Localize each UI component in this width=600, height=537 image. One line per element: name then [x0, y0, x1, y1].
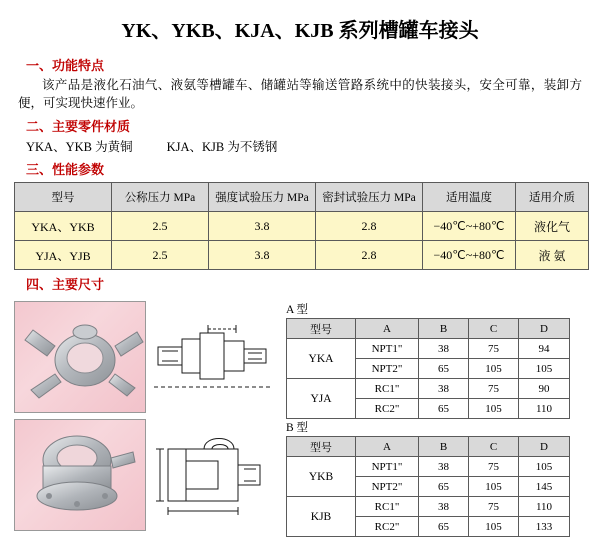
- dim-b-cell-d: 133: [519, 517, 570, 537]
- dim-b-header-d: D: [519, 437, 570, 457]
- dim-a-header-d: D: [519, 319, 570, 339]
- spec-header-seal-test: 密封试验压力 MPa: [316, 183, 423, 212]
- spec-cell-temperature: −40℃~+80℃: [423, 241, 516, 270]
- section-heading-materials: 二、主要零件材质: [26, 119, 131, 135]
- figure-row-a: [14, 301, 586, 415]
- table-row: [15, 241, 589, 270]
- dim-b-model-kjb: KJB: [287, 497, 356, 537]
- dim-a-cell-c: 105: [469, 359, 519, 379]
- dim-b-cell-b: 65: [419, 477, 469, 497]
- spec-cell-medium: 液 氨: [516, 241, 589, 270]
- dim-a-cell-b: 38: [419, 379, 469, 399]
- table-header-row: [287, 319, 570, 339]
- dim-b-cell-a: RC1": [356, 497, 419, 517]
- spec-header-temperature: 适用温度: [423, 183, 516, 212]
- dim-b-cell-b: 38: [419, 497, 469, 517]
- dim-b-cell-b: 65: [419, 517, 469, 537]
- dim-a-cell-a: NPT2": [356, 359, 419, 379]
- dim-a-model-yja: YJA: [287, 379, 356, 419]
- dim-b-header-b: B: [419, 437, 469, 457]
- dim-a-cell-d: 105: [519, 359, 570, 379]
- spec-cell-strength-test: 3.8: [209, 212, 316, 241]
- dim-a-cell-d: 90: [519, 379, 570, 399]
- coupling-drawing-b: [148, 419, 276, 529]
- dim-a-header-a: A: [356, 319, 419, 339]
- material-stainless: KJA、KJB 为不锈钢: [166, 140, 278, 155]
- dim-b-cell-c: 75: [469, 457, 519, 477]
- dim-a-model-yka: YKA: [287, 339, 356, 379]
- table-row: [287, 497, 570, 517]
- dim-a-cell-b: 65: [419, 399, 469, 419]
- spec-cell-model: YJA、YJB: [15, 241, 112, 270]
- material-brass: YKA、YKB 为黄铜: [26, 140, 133, 155]
- table-row: [15, 212, 589, 241]
- spec-cell-strength-test: 3.8: [209, 241, 316, 270]
- dim-b-cell-d: 105: [519, 457, 570, 477]
- dim-b-cell-c: 75: [469, 497, 519, 517]
- spec-cell-nominal-pressure: 2.5: [112, 241, 209, 270]
- dim-b-cell-a: NPT2": [356, 477, 419, 497]
- dimension-table-a: [286, 318, 570, 419]
- dim-b-cell-c: 105: [469, 477, 519, 497]
- dim-b-header-a: A: [356, 437, 419, 457]
- features-paragraph: 该产品是液化石油气、液氨等槽罐车、储罐站等输送管路系统中的快装接头，安全可靠，装卸方便，可实现快速作业。: [18, 78, 582, 111]
- dim-b-cell-b: 38: [419, 457, 469, 477]
- coupling-photo-a: [14, 301, 146, 413]
- drawing-b-graphic: [148, 419, 276, 529]
- spec-header-medium: 适用介质: [516, 183, 589, 212]
- table-row: [287, 339, 570, 359]
- dim-a-cell-a: RC1": [356, 379, 419, 399]
- dim-b-header-c: C: [469, 437, 519, 457]
- spec-header-strength-test: 强度试验压力 MPa: [209, 183, 316, 212]
- table-header-row: [287, 437, 570, 457]
- table-header-row: [15, 183, 589, 212]
- spec-cell-model: YKA、YKB: [15, 212, 112, 241]
- dim-a-cell-a: RC2": [356, 399, 419, 419]
- table-row: [287, 457, 570, 477]
- dim-a-cell-c: 105: [469, 399, 519, 419]
- figure-label-b: B 型: [286, 422, 309, 435]
- dim-a-cell-c: 75: [469, 379, 519, 399]
- dim-b-cell-c: 105: [469, 517, 519, 537]
- figure-row-b: [14, 419, 586, 533]
- figures-section: [14, 301, 586, 533]
- dim-a-cell-b: 65: [419, 359, 469, 379]
- spec-cell-seal-test: 2.8: [316, 212, 423, 241]
- spec-cell-seal-test: 2.8: [316, 241, 423, 270]
- spec-cell-medium: 液化气: [516, 212, 589, 241]
- dim-b-header-model: 型号: [287, 437, 356, 457]
- spec-header-model: 型号: [15, 183, 112, 212]
- dim-a-cell-d: 94: [519, 339, 570, 359]
- page-title: YK、YKB、KJA、KJB 系列槽罐车接头: [121, 20, 479, 42]
- dim-a-cell-c: 75: [469, 339, 519, 359]
- dim-b-cell-a: RC2": [356, 517, 419, 537]
- spec-cell-temperature: −40℃~+80℃: [423, 212, 516, 241]
- dim-a-cell-a: NPT1": [356, 339, 419, 359]
- dim-b-model-ykb: YKB: [287, 457, 356, 497]
- photo-b-graphic: [15, 420, 145, 530]
- spec-cell-nominal-pressure: 2.5: [112, 212, 209, 241]
- drawing-a-graphic: [148, 301, 276, 411]
- performance-table: [14, 182, 589, 270]
- dim-a-header-c: C: [469, 319, 519, 339]
- spec-header-nominal-pressure: 公称压力 MPa: [112, 183, 209, 212]
- dimension-table-a-wrapper: [286, 301, 554, 419]
- dim-b-cell-d: 145: [519, 477, 570, 497]
- materials-line: [26, 137, 586, 155]
- dim-a-header-b: B: [419, 319, 469, 339]
- section-heading-features: 一、功能特点: [26, 58, 105, 73]
- dim-b-cell-d: 110: [519, 497, 570, 517]
- dim-b-cell-a: NPT1": [356, 457, 419, 477]
- dim-a-header-model: 型号: [287, 319, 356, 339]
- coupling-photo-b: [14, 419, 146, 531]
- dimension-table-b: [286, 436, 570, 537]
- dim-a-cell-b: 38: [419, 339, 469, 359]
- table-row: [287, 379, 570, 399]
- figure-label-a: A 型: [286, 304, 309, 317]
- section-heading-dimensions: 四、主要尺寸: [26, 277, 105, 293]
- coupling-drawing-a: [148, 301, 276, 411]
- dimension-table-b-wrapper: [286, 419, 554, 537]
- photo-a-graphic: [15, 302, 145, 412]
- section-heading-performance: 三、性能参数: [26, 162, 105, 178]
- dim-a-cell-d: 110: [519, 399, 570, 419]
